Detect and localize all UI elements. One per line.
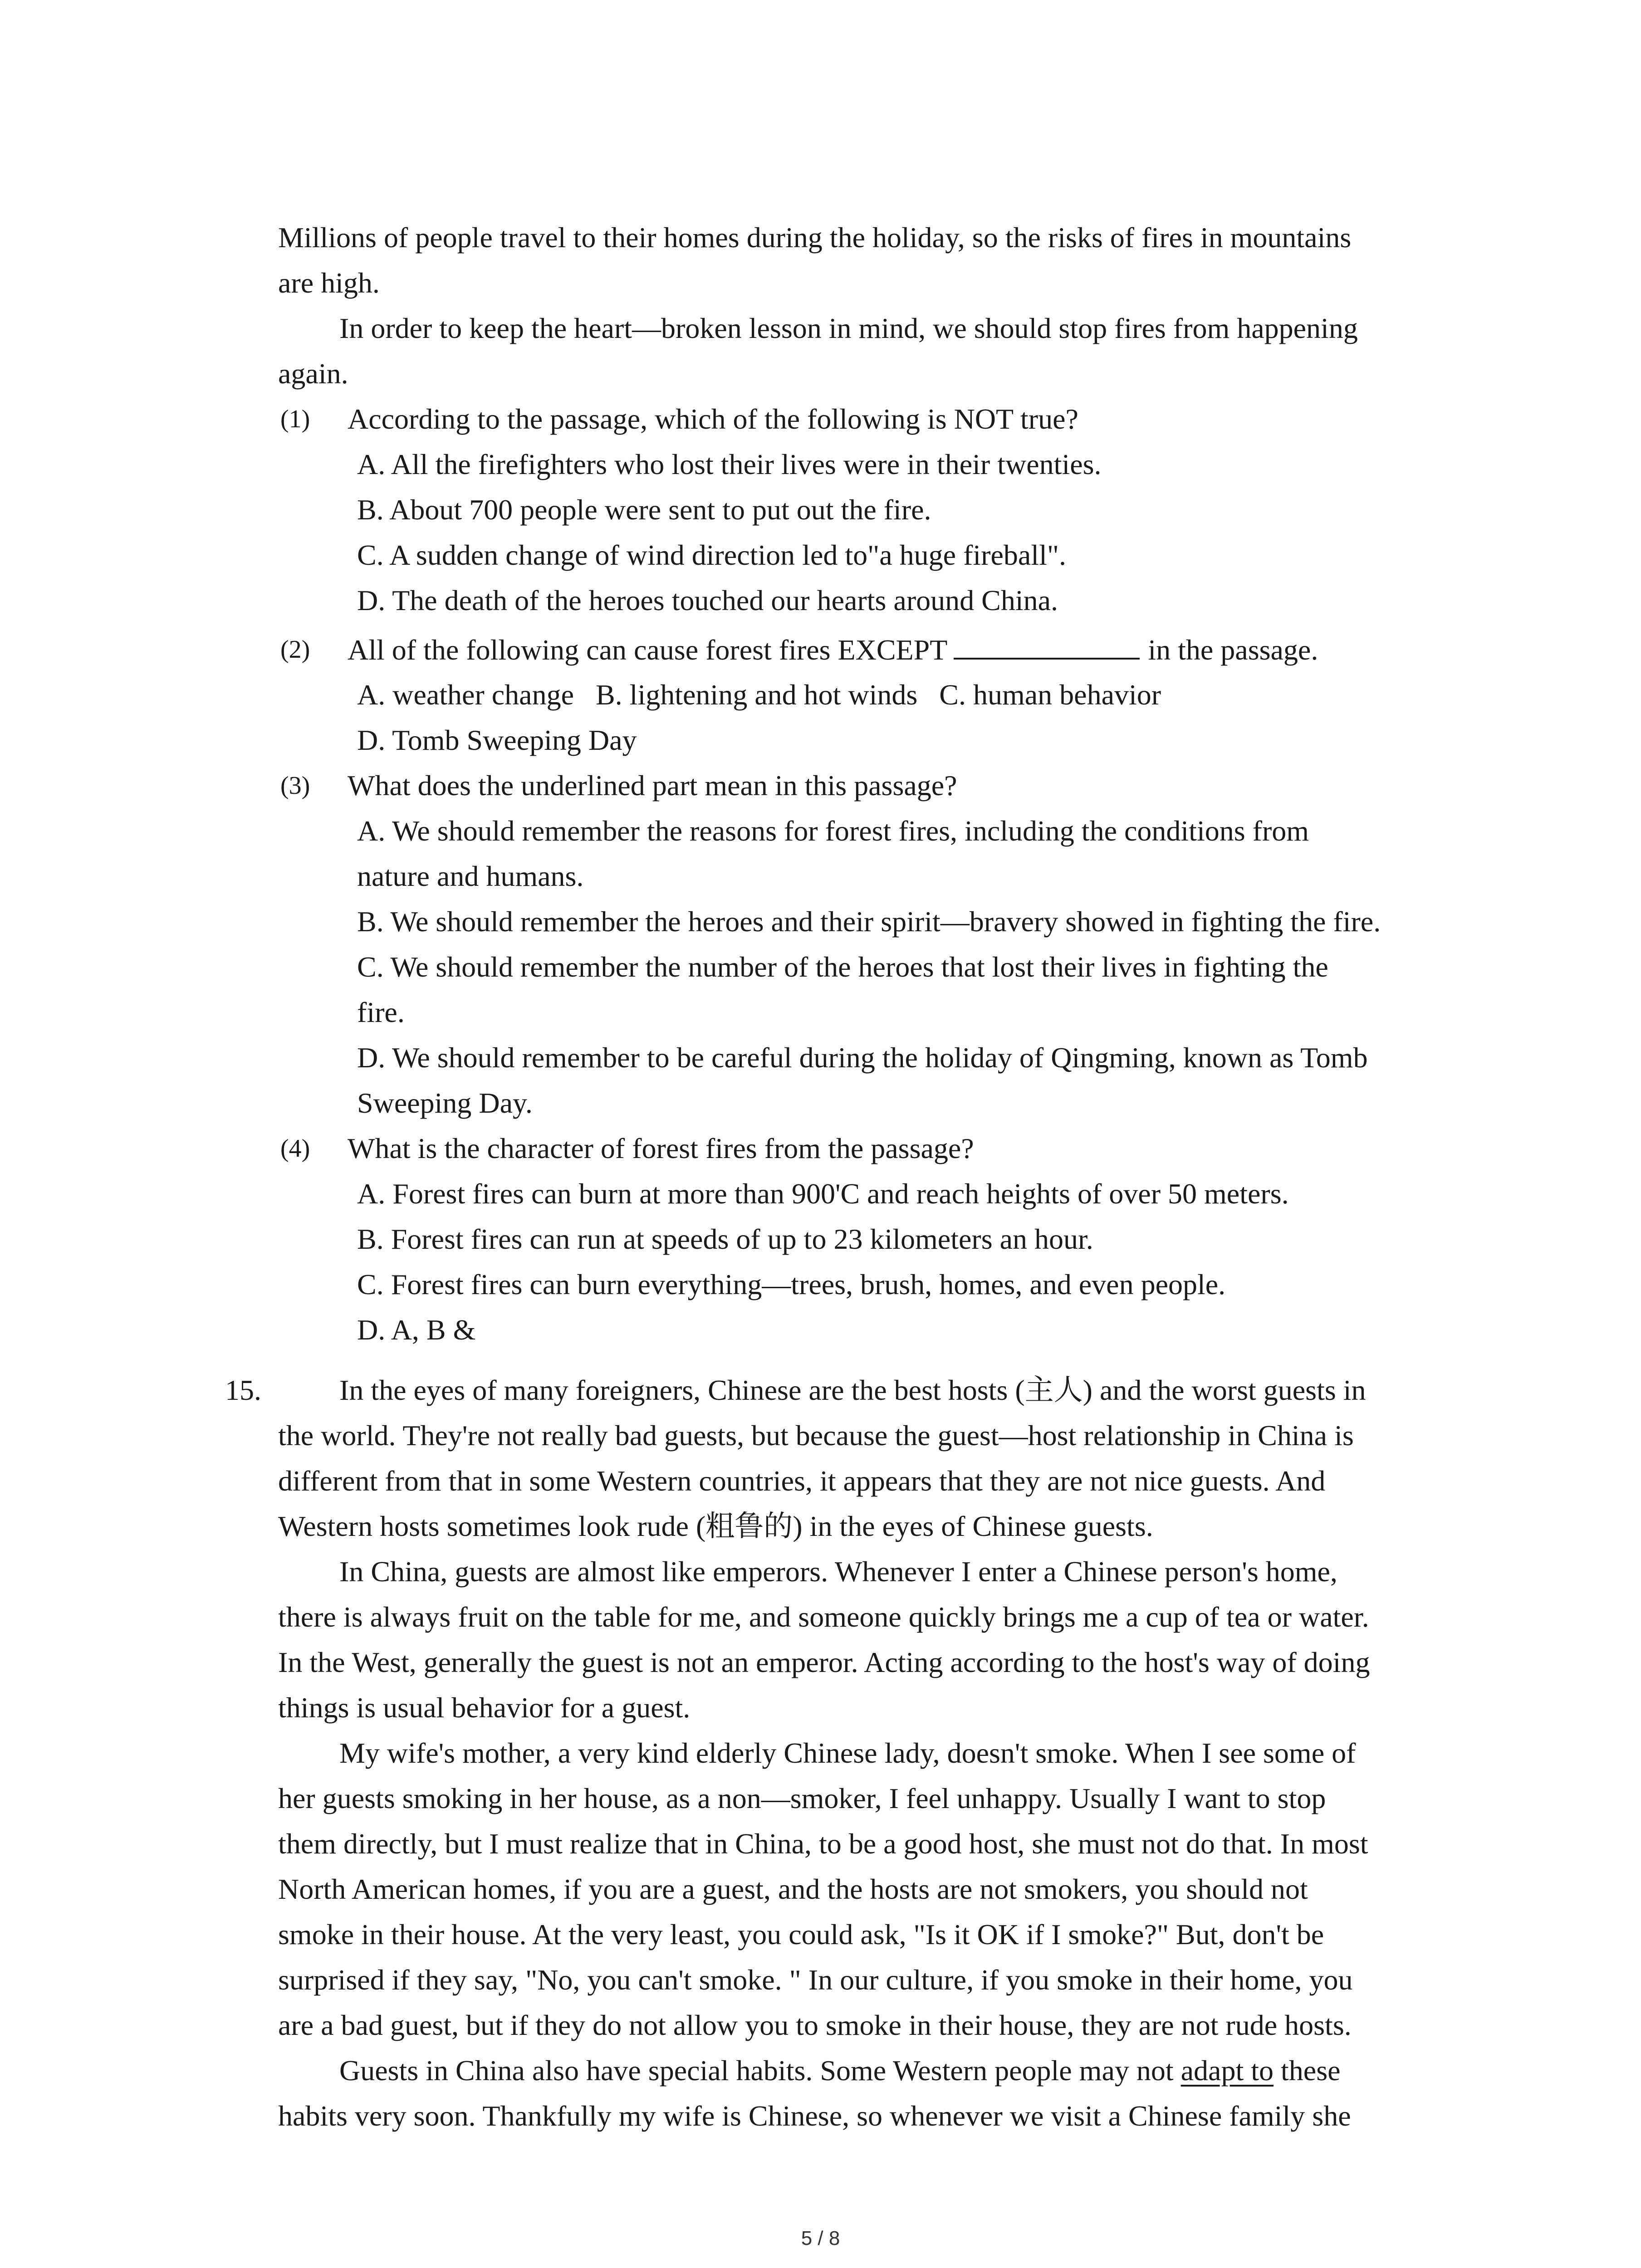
- passage-line: are high.: [278, 267, 380, 299]
- question-number: 15.: [225, 1374, 261, 1406]
- passage-text: these: [1281, 2054, 1341, 2087]
- passage-line: [339, 2053, 1341, 2089]
- answer-option: nature and humans.: [357, 860, 584, 892]
- answer-option: B. About 700 people were sent to put out the fire.: [357, 494, 931, 526]
- passage-text: Thankfully my wife is Chinese, so whenever we visit a Chinese family she: [482, 2100, 1351, 2132]
- answer-option: D. Tomb Sweeping Day: [357, 724, 637, 756]
- passage-line: smoke in their house. At the very least, you could ask, "Is it OK if I smoke?" But, don't be: [278, 1918, 1324, 1950]
- passage-line: My wife's mother, a very kind elderly Chinese lady, doesn't smoke. When I see some of: [339, 1737, 1356, 1769]
- answer-option: A. Forest fires can burn at more than 900'C and reach heights of over 50 meters.: [357, 1178, 1289, 1210]
- answer-option: C. Forest fires can burn everything—trees, brush, homes, and even people.: [357, 1268, 1226, 1300]
- question-number: (4): [280, 1134, 310, 1163]
- passage-line: North American homes, if you are a guest, and the hosts are not smokers, you should not: [278, 1873, 1308, 1905]
- passage-line: are a bad guest, but if they do not allow you to smoke in their house, they are not rude hosts.: [278, 2009, 1352, 2041]
- question-number: (3): [280, 772, 310, 800]
- question-text-after: in the passage.: [1148, 634, 1318, 666]
- passage-line: Western hosts sometimes look rude (粗鲁的) in the eyes of Chinese guests.: [278, 1510, 1153, 1542]
- question-text: What is the character of forest fires from the passage?: [348, 1132, 974, 1164]
- passage-line: In China, guests are almost like emperors. Whenever I enter a Chinese person's home,: [339, 1555, 1337, 1588]
- page-number: 5 / 8: [801, 2227, 840, 2249]
- answer-option: C. We should remember the number of the heroes that lost their lives in fighting the: [357, 951, 1328, 983]
- answer-option: D. We should remember to be careful during the holiday of Qingming, known as Tomb: [357, 1041, 1368, 1074]
- passage-line: there is always fruit on the table for me, and someone quickly brings me a cup of tea or water.: [278, 1601, 1369, 1633]
- passage-line: them directly, but I must realize that in China, to be a good host, she must not do that. In most: [278, 1828, 1368, 1860]
- passage-line: surprised if they say, "No, you can't smoke. " In our culture, if you smoke in their home, you: [278, 1964, 1353, 1996]
- question-text: [348, 631, 1318, 668]
- answer-option: fire.: [357, 996, 405, 1028]
- answer-option: D. A, B &: [357, 1314, 476, 1346]
- passage-line: the world. They're not really bad guests, but because the guest—host relationship in China is: [278, 1419, 1354, 1452]
- answer-option: B. We should remember the heroes and their spirit—bravery showed in fighting the fire.: [357, 905, 1381, 938]
- answer-option: C. A sudden change of wind direction led to"a huge fireball".: [357, 539, 1066, 571]
- answer-blank: [954, 631, 1140, 660]
- passage-line: In the West, generally the guest is not an emperor. Acting according to the host's way of doing: [278, 1646, 1370, 1678]
- passage-line: In the eyes of many foreigners, Chinese are the best hosts (主人) and the worst guests in: [339, 1374, 1366, 1406]
- answer-option: A. We should remember the reasons for forest fires, including the conditions from: [357, 815, 1309, 847]
- passage-line: In order to keep the heart—broken lesson in mind, we should stop fires from happening: [339, 312, 1358, 344]
- question-text: According to the passage, which of the following is NOT true?: [348, 403, 1078, 435]
- answer-option: Sweeping Day.: [357, 1087, 533, 1119]
- answer-option: A. weather change B. lightening and hot winds C. human behavior: [357, 679, 1161, 711]
- passage-line: again.: [278, 357, 348, 390]
- passage-text: Guests in China also have special habits. Some Western people may not: [339, 2054, 1174, 2087]
- question-number: (2): [280, 635, 310, 664]
- question-text: What does the underlined part mean in this passage?: [348, 769, 957, 802]
- answer-option: D. The death of the heroes touched our hearts around China.: [357, 584, 1058, 616]
- answer-option: A. All the firefighters who lost their lives were in their twenties.: [357, 448, 1102, 480]
- answer-option: B. Forest fires can run at speeds of up to 23 kilometers an hour.: [357, 1223, 1093, 1255]
- passage-line: different from that in some Western countries, it appears that they are not nice guests. And: [278, 1465, 1326, 1497]
- passage-line: [278, 2098, 1351, 2134]
- passage-text: habits very soon.: [278, 2100, 476, 2132]
- passage-line: Millions of people travel to their homes during the holiday, so the risks of fires in mountains: [278, 221, 1352, 254]
- underlined-phrase: adapt to: [1181, 2054, 1274, 2087]
- question-number: (1): [280, 405, 310, 433]
- question-text-before: All of the following can cause forest fires EXCEPT: [348, 634, 948, 666]
- passage-line: things is usual behavior for a guest.: [278, 1691, 691, 1724]
- passage-line: her guests smoking in her house, as a non—smoker, I feel unhappy. Usually I want to stop: [278, 1782, 1326, 1814]
